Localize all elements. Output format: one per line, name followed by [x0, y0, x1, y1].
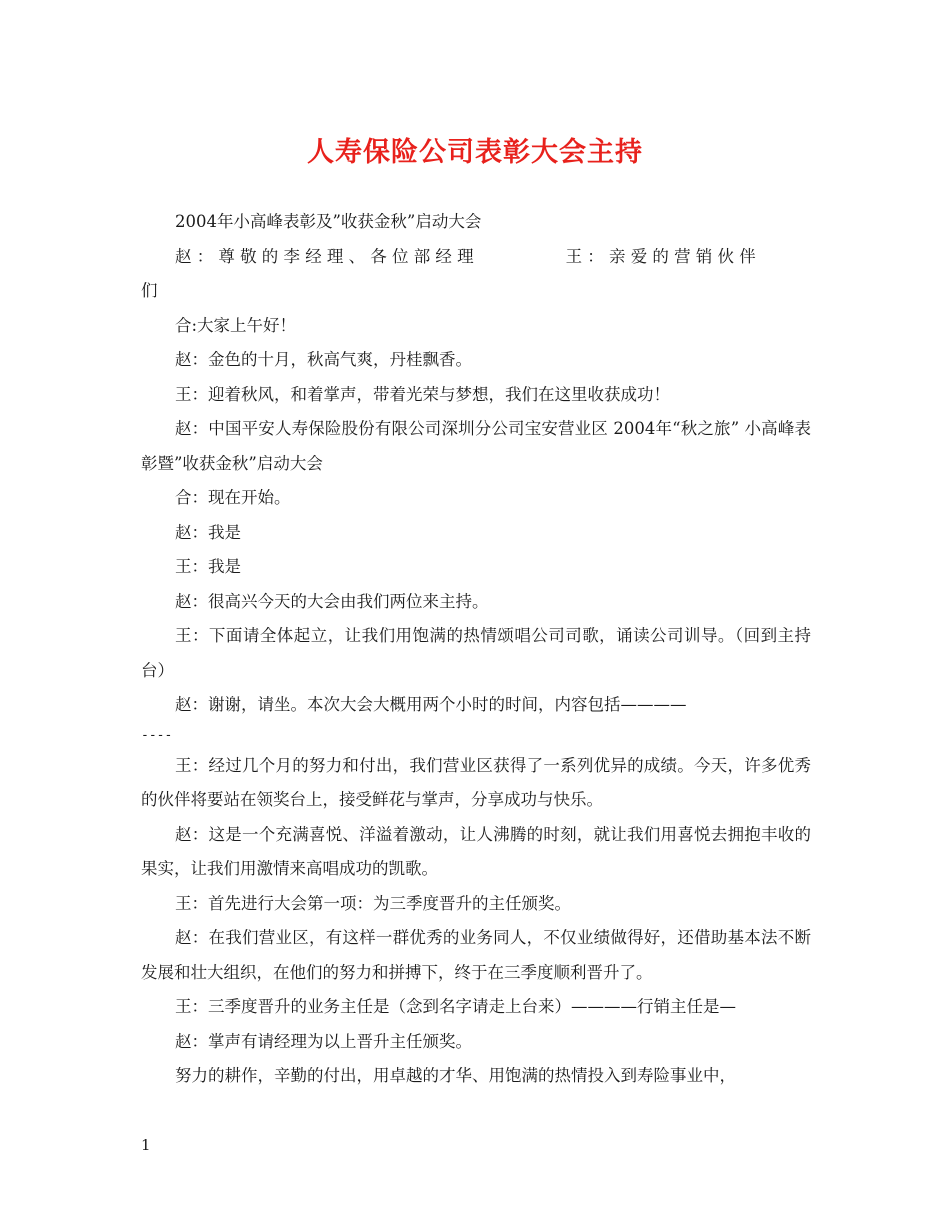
paragraph: 合:大家上午好！ [175, 315, 297, 335]
paragraph: 赵：这是一个充满喜悦、洋溢着激动，让人沸腾的时刻，就让我们用喜悦去拥抱丰收的果实，让我们用激情来高唱成功的凯歌。 [141, 824, 811, 878]
paragraph: 努力的耕作，辛勤的付出，用卓越的才华、用饱满的热情投入到寿险事业中， [175, 1066, 736, 1085]
paragraph: 2004年小高峰表彰及”收获金秋”启动大会 [175, 212, 482, 231]
paragraph: 王：三季度晋升的业务主任是（念到名字请走上台来）————行销主任是— [175, 997, 736, 1016]
paragraph: 王：迎着秋风，和着掌声，带着光荣与梦想，我们在这里收获成功！ [175, 384, 670, 404]
paragraph: 赵：很高兴今天的大会由我们两位来主持。 [175, 591, 489, 611]
paragraph: 赵：掌声有请经理为以上晋升主任颁奖。 [175, 1031, 472, 1051]
dash-line: ---- [141, 727, 173, 743]
document-title: 人寿保险公司表彰大会主持 [307, 137, 643, 168]
paragraph: 赵：在我们营业区，有这样一群优秀的业务同人，不仅业绩做得好，还借助基本法不断发展和壮大组织，在他们的努力和拼搏下，终于在三季度顺利晋升了。 [141, 928, 811, 982]
paragraph: 合：现在开始。 [175, 488, 291, 507]
paragraph: 赵：尊敬的李经理、各位部经理 王：亲爱的营销伙伴 [175, 246, 761, 266]
paragraph: 赵：金色的十月，秋高气爽，丹桂飘香。 [175, 350, 472, 369]
paragraph: 王：首先进行大会第一项：为三季度晋升的主任颁奖。 [175, 893, 571, 913]
paragraph: 赵：谢谢，请坐。本次大会大概用两个小时的时间，内容包括———— [175, 695, 687, 714]
paragraph: 赵：中国平安人寿保险股份有限公司深圳分公司宝安营业区 2004年“秋之旅” 小高峰表彰暨”收获金秋”启动大会 [141, 419, 811, 473]
paragraph: 王：下面请全体起立，让我们用饱满的热情颂唱公司司歌，诵读公司训导。（回到主持台） [141, 626, 811, 680]
paragraph-continuation: 们 [141, 281, 158, 300]
paragraph: 赵：我是 [175, 522, 241, 542]
paragraph: 王：经过几个月的努力和付出，我们营业区获得了一系列优异的成绩。今天，许多优秀的伙伴将要站在领奖台上，接受鲜花与掌声，分享成功与快乐。 [141, 755, 811, 809]
paragraph: 王：我是 [175, 557, 241, 576]
page-number: 1 [141, 1136, 151, 1154]
document-body [141, 205, 811, 1094]
